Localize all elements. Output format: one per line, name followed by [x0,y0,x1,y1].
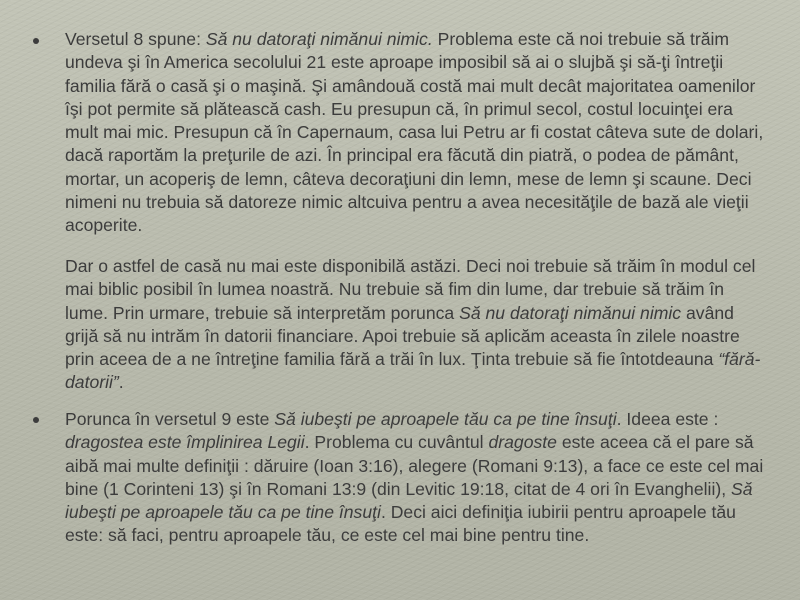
italic-quote: Să iubeşti pe aproapele tău ca pe tine însuţi [65,478,753,523]
italic-quote: Să nu datoraţi nimănui nimic. [205,29,433,49]
bullet-marker [33,417,39,423]
italic-quote: “fără-datorii” [65,349,761,393]
bullet-paragraph-verse-9 [65,408,765,548]
bullet-paragraph-verse-8 [65,28,765,238]
italic-quote: dragostea este împlinirea Legii [65,432,305,453]
bullet-marker [33,38,39,44]
text-segment: . Deci aici definiţia iubirii pentru aproapele tău este: să faci, pentru aproapele tău, ce este cel mai bine pentru tine. [65,502,736,546]
paragraph-continuation [65,255,765,395]
text-segment: este aceea că el pare să aibă mai multe definiţii : dăruire (Ioan 3:16), alegere (Romani 9:13), a face ce este cel mai bine (1 Corinteni 13) şi în Romani 13:9 (din Levitic 19:18, citat de 4 ori în Evanghelii), [65,432,764,499]
text-segment: . Problema cu cuvântul [304,432,489,453]
text-segment: . Ideea este : [616,409,719,429]
text-segment: Dar o astfel de casă nu mai este disponibilă astăzi. Deci noi trebuie să trăim în modul cel mai biblic posibil în lumea noastră. Nu trebuie să fim din lume, dar trebuie să trăim în lume. Prin urmare, trebuie să interpretăm porunca [65,256,756,323]
text-segment: Porunca în versetul 9 este [65,409,275,429]
text-segment: . [118,372,124,393]
text-segment: având grijă să nu intrăm în datorii financiare. Apoi trebuie să aplicăm aceasta în zilele noastre prin aceea de a ne întreţine familia fără a trăi în lux. Ţinta trebuie să fie întotdeauna [65,302,740,370]
italic-quote: dragoste [488,432,557,453]
italic-quote: Să iubeşti pe aproapele tău ca pe tine însuţi [274,409,617,429]
text-segment: Problema este că noi trebuie să trăim undeva şi în America secolului 21 este aproape imposibil să ai o slujbă şi să-ţi întreţii familia fără o casă şi o maşină. Şi amândouă costă mai mult decât majoritatea oamenilor îşi pot permite să plătească cash. Eu presupun că, în primul secol, costul locuinţei era mult mai mic. Presupun că în Capernaum, casa lui Petru ar fi costat câteva sute de dolari, dacă raportăm la preţurile de azi. În principal era făcută din piatră, o podea de pământ, mortar, un acoperiş de lemn, câteva decoraţiuni din lemn, mese de lemn şi scaune. Deci nimeni nu trebuia să datoreze nimic altcuiva pentru a avea necesităţile de bază ale vieţii acoperite. [65,29,764,236]
text-segment: Versetul 8 spune: [65,29,206,49]
italic-quote: Să nu datoraţi nimănui nimic [459,302,682,323]
